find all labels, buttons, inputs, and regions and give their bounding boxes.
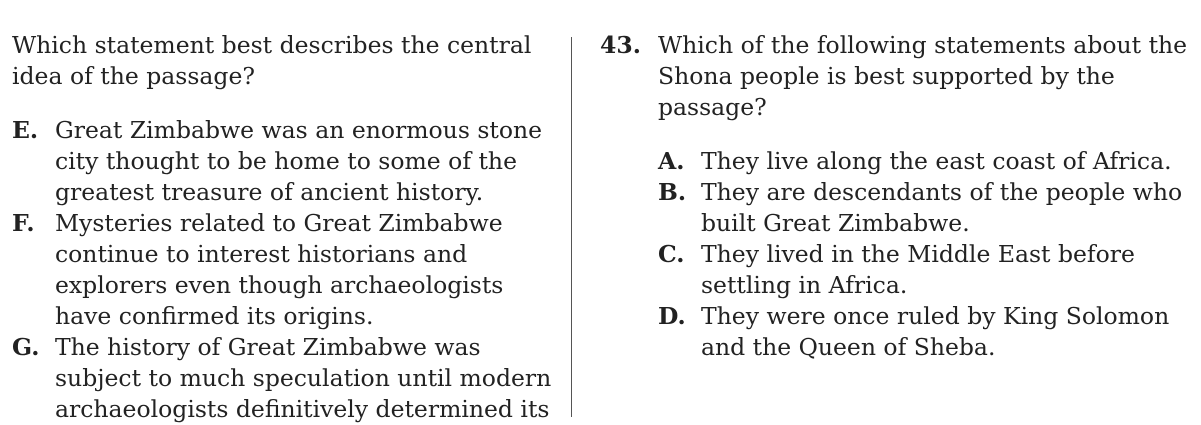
option-text: They were once ruled by King Solomon and the Queen of Sheba. bbox=[701, 302, 1170, 361]
option-text: Great Zimbabwe was an enormous stone city thought to be home to some of the greatest treasure of ancient history. bbox=[55, 116, 543, 206]
answer-options bbox=[658, 146, 1200, 363]
answer-option-e[interactable] bbox=[12, 115, 552, 208]
option-text: They are descendants of the people who built Great Zimbabwe. bbox=[701, 178, 1183, 237]
option-text: They lived in the Middle East before settling in Africa. bbox=[701, 240, 1135, 299]
option-letter: A. bbox=[658, 147, 685, 175]
column-divider bbox=[571, 37, 572, 417]
answer-options bbox=[12, 115, 552, 425]
option-text: The history of Great Zimbabwe was subject to much speculation until modern archaeologists definitively determined its bbox=[55, 333, 552, 423]
answer-option-d[interactable] bbox=[658, 301, 1200, 363]
question-number: 43. bbox=[600, 31, 641, 59]
option-letter: B. bbox=[658, 178, 687, 206]
question-43 bbox=[600, 30, 1200, 123]
answer-option-b[interactable] bbox=[658, 177, 1200, 239]
answer-option-a[interactable] bbox=[658, 146, 1200, 177]
right-question bbox=[600, 30, 1200, 363]
option-letter: E. bbox=[12, 116, 39, 144]
answer-option-f[interactable] bbox=[12, 208, 552, 332]
option-text: Mysteries related to Great Zimbabwe continue to interest historians and explorers even though archaeologists have confirmed its origins. bbox=[55, 209, 504, 330]
option-letter: G. bbox=[12, 333, 40, 361]
option-letter: F. bbox=[12, 209, 35, 237]
option-text: They live along the east coast of Africa. bbox=[701, 147, 1172, 175]
option-letter: C. bbox=[658, 240, 685, 268]
option-letter: D. bbox=[658, 302, 686, 330]
question-stem: Which of the following statements about the Shona people is best supported by the passage? bbox=[658, 31, 1188, 121]
answer-option-c[interactable] bbox=[658, 239, 1200, 301]
left-question bbox=[12, 30, 552, 425]
question-stem: Which statement best describes the central idea of the passage? bbox=[12, 31, 532, 90]
answer-option-g[interactable] bbox=[12, 332, 552, 425]
